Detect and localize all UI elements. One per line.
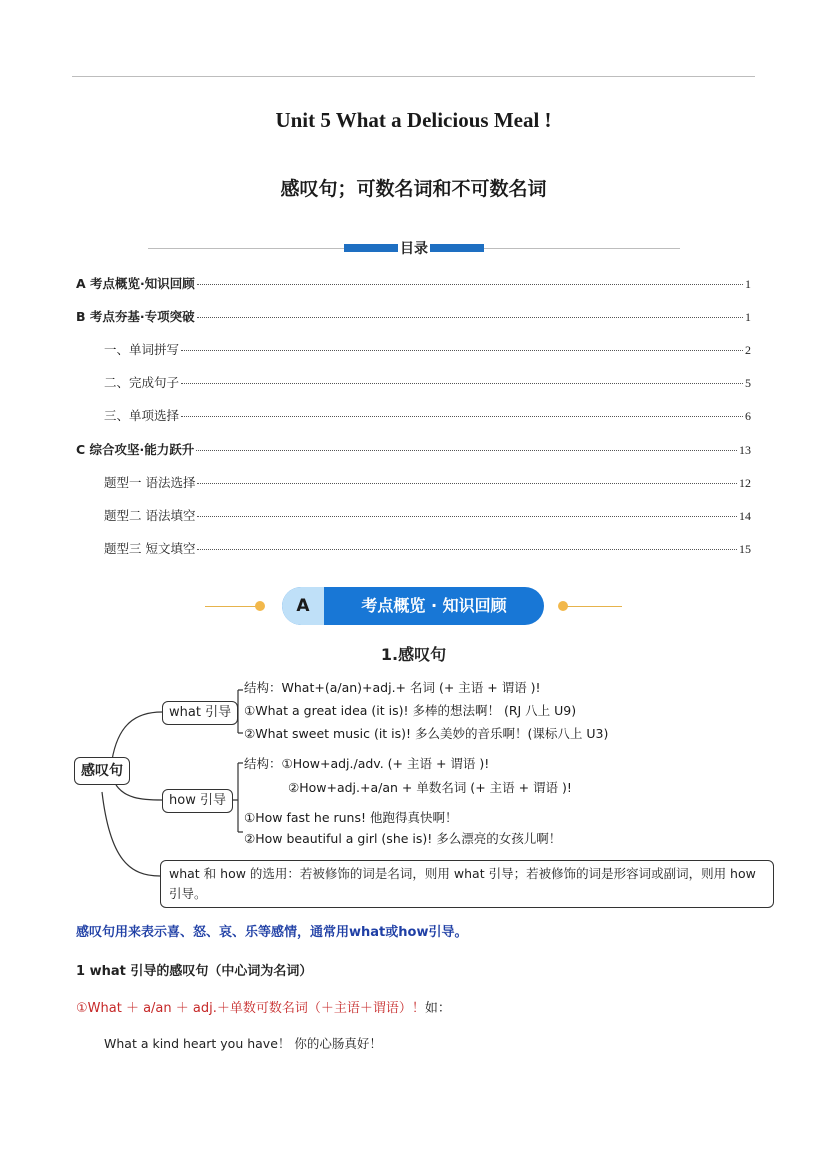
mindmap-root: 感叹句 (74, 757, 130, 785)
toc-entry[interactable]: C 综合攻坚·能力跃升 13 (76, 442, 751, 457)
rule-line (76, 997, 451, 1016)
rule-suffix: 如： (424, 1001, 451, 1016)
how-example-2: ②How beautiful a girl (she is)! 多么漂亮的女孩儿啊！ (244, 831, 562, 846)
what-example-1: ①What a great idea (it is)! 多棒的想法啊！ (RJ 八上 U9) (244, 703, 577, 718)
section-title: 1.感叹句 (380, 645, 447, 664)
toc-entry[interactable]: 题型二 语法填空 14 (104, 508, 751, 523)
banner-text: 考点概览 · 知识回顾 (361, 596, 507, 615)
mindmap-how-node: how 引导 (162, 789, 233, 813)
example-sentence: What a kind heart you have！ 你的心肠真好！ (104, 1036, 382, 1051)
toc-entry[interactable]: 题型三 短文填空 15 (104, 541, 751, 556)
topic-title: 感叹句；可数名词和不可数名词 (280, 178, 547, 200)
toc-entry[interactable]: 二、完成句子 5 (104, 375, 751, 390)
toc-entry[interactable]: 三、单项选择 6 (104, 408, 751, 423)
mindmap-what-node: what 引导 (162, 701, 238, 725)
how-structure-2: ②How+adj.+a/an + 单数名词 (+ 主语 + 谓语 )! (288, 780, 572, 795)
toc-entry[interactable]: A 考点概览·知识回顾 1 (76, 276, 751, 291)
toc-entry[interactable]: B 考点夯基·专项突破 1 (76, 309, 751, 324)
intro-text: 感叹句用来表示喜、怒、哀、乐等感情，通常用what或how引导。 (76, 925, 468, 940)
point-heading: 1 what 引导的感叹句（中心词为名词） (76, 964, 313, 979)
how-structure-1: 结构：①How+adj./adv. (+ 主语 + 谓语 )! (244, 756, 490, 771)
how-example-1: ①How fast he runs! 他跑得真快啊！ (244, 810, 458, 825)
unit-title: Unit 5 What a Delicious Meal ! (275, 108, 552, 132)
toc-entry[interactable]: 题型一 语法选择 12 (104, 475, 751, 490)
what-example-2: ②What sweet music (it is)! 多么美妙的音乐啊！(课标八上 U3) (244, 726, 609, 741)
mindmap-note: what 和 how 的选用：若被修饰的词是名词，则用 what 引导；若被修饰的词是形容词或副词，则用 how 引导。 (160, 860, 774, 908)
toc-entry[interactable]: 一、单词拼写 2 (104, 342, 751, 357)
what-structure: 结构：What+(a/an)+adj.+ 名词 (+ 主语 + 谓语 )! (244, 680, 541, 695)
rule-text: ①What ＋ a/an ＋ adj.＋单数可数名词（＋主语＋谓语）！ (76, 1001, 425, 1016)
banner-letter: A (282, 587, 324, 625)
toc-label: 目录 (398, 238, 430, 258)
